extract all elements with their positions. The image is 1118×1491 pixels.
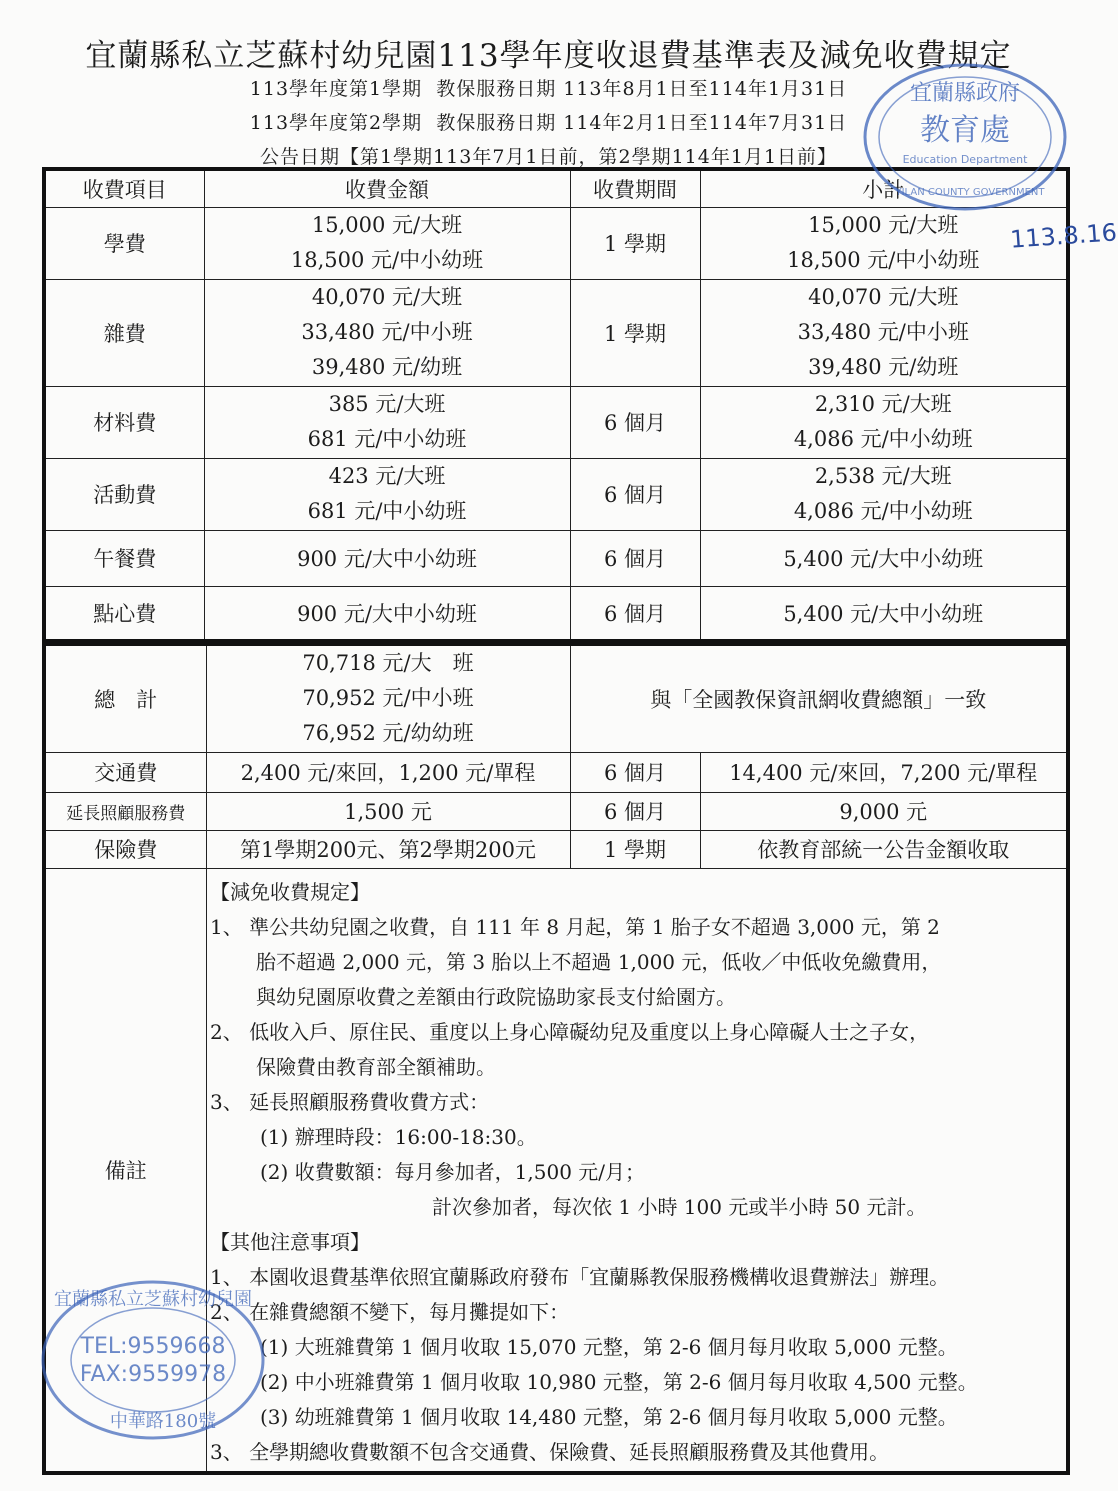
stamp-school-fax: FAX:9559978 [79,1362,227,1387]
remark-line: 【其他注意事項】 [210,1230,370,1254]
row-amount [204,386,570,458]
row-period: 6 個月 [570,530,700,586]
total-row [44,644,1068,752]
row-amount: 900 元/大中小幼班 [204,530,570,586]
insurance-row [44,830,1068,868]
row-amount: 1,500 元 [206,792,570,830]
remark-line: (2) 收費數額：每月參加者，1,500 元/月； [260,1160,646,1184]
row-item: 保險費 [44,830,206,868]
header-item: 收費項目 [44,169,204,207]
fee-row-misc [44,279,1068,386]
header-subtotal: 小計 [700,169,1068,207]
subtotal-line: 2,310 元/大班 [814,392,952,416]
document-title: 宜蘭縣私立芝蘇村幼兒園113學年度收退費基準表及減免收費規定 [85,38,1012,74]
remark-line: 3、 全學期總收費數額不包含交通費、保險費、延長照顧服務費及其他費用。 [210,1440,890,1464]
remark-line: (1) 辦理時段：16:00-18:30。 [260,1125,537,1149]
fee-table-header [44,169,1068,207]
row-period: 6 個月 [570,386,700,458]
row-period: 6 個月 [570,752,700,792]
remark-line: 2、 在雜費總額不變下，每月攤提如下： [210,1300,570,1324]
stamp-gov-en1: Education Department [902,153,1028,166]
transport-row [44,752,1068,792]
stamp-school-tel: TEL:9559668 [80,1334,226,1359]
total-line: 70,952 元/中小班 [302,686,474,711]
stamp-school-addr: 中華路180號 [109,1411,217,1432]
fee-row-lunch [44,530,1068,586]
subtotal-line: 40,070 元/大班 [808,285,959,309]
row-item: 活動費 [44,458,204,530]
row-subtotal: 14,400 元/來回，7,200 元/單程 [700,752,1068,792]
amount-line: 39,480 元/幼班 [311,355,463,379]
row-period: 6 個月 [570,586,700,641]
remark-line: 【減免收費規定】 [210,880,370,904]
row-item: 雜費 [44,279,204,386]
row-amount [204,458,570,530]
row-period: 6 個月 [570,792,700,830]
total-line: 76,952 元/幼幼班 [302,721,474,746]
subtotal-line: 4,086 元/中小幼班 [793,499,973,523]
stamp-gov-middle: 教育處 [920,113,1010,148]
fee-row-activities [44,458,1068,530]
subtotal-line: 18,500 元/中小幼班 [787,248,980,272]
row-item: 點心費 [44,586,204,641]
amount-line: 40,070 元/大班 [311,285,463,309]
header-amount: 收費金額 [204,169,570,207]
remark-line: (1) 大班雜費第 1 個月收取 15,070 元整，第 2-6 個月每月收取 5,000 元整。 [260,1335,958,1359]
row-amount [204,279,570,386]
amount-line: 385 元/大班 [328,392,446,416]
extended-care-row [44,792,1068,830]
total-label: 總 計 [44,644,206,752]
remark-line: 胎不超過 2,000 元，第 3 胎以上不超過 1,000 元，低收／中低收免繳費用， [256,950,942,974]
row-period: 6 個月 [570,458,700,530]
fee-row-tuition [44,207,1068,279]
semester-1-dates: 113學年度第1學期 教保服務日期 113年8月1日至114年1月31日 [249,78,848,100]
amount-line: 681 元/中小幼班 [307,427,467,451]
fee-row-snack [44,586,1068,641]
amount-line: 18,500 元/中小幼班 [290,248,484,272]
amount-line: 681 元/中小幼班 [307,499,467,523]
row-period: 1 學期 [570,207,700,279]
row-amount [204,207,570,279]
header-period: 收費期間 [570,169,700,207]
total-note: 與「全國教保資訊網收費總額」一致 [570,644,1068,752]
amount-line: 423 元/大班 [328,464,446,488]
announcement-date: 公告日期【第1學期113年7月1日前，第2學期114年1月1日前】 [259,146,838,168]
subtotal-line: 15,000 元/大班 [808,213,959,237]
subtotal-line: 4,086 元/中小幼班 [793,427,973,451]
remark-line: 保險費由教育部全額補助。 [256,1055,496,1079]
row-subtotal: 依教育部統一公告金額收取 [700,830,1068,868]
remark-line: 2、 低收入戶、原住民、重度以上身心障礙幼兒及重度以上身心障礙人士之子女， [210,1020,930,1044]
row-subtotal [700,458,1068,530]
semester-2-dates: 113學年度第2學期 教保服務日期 114年2月1日至114年7月31日 [249,112,848,134]
remark-line: (3) 幼班雜費第 1 個月收取 14,480 元整，第 2-6 個月每月收取 5,000 元整。 [260,1405,958,1429]
handwritten-date: 113.8.16 [1009,218,1118,254]
row-subtotal [700,279,1068,386]
amount-line: 33,480 元/中小班 [301,320,473,344]
remark-line: (2) 中小班雜費第 1 個月收取 10,980 元整，第 2-6 個月每月收取 4,500 元整。 [260,1370,978,1394]
subtotal-line: 2,538 元/大班 [814,464,952,488]
remark-line: 與幼兒園原收費之差額由行政院協助家長支付給園方。 [256,985,736,1009]
row-subtotal: 5,400 元/大中小幼班 [700,530,1068,586]
row-amount: 900 元/大中小幼班 [204,586,570,641]
subtotal-line: 39,480 元/幼班 [808,355,959,379]
remark-line: 3、 延長照顧服務費收費方式： [210,1090,490,1114]
stamp-school-ring: 宜蘭縣私立芝蘇村幼兒園 [54,1289,252,1310]
stamp-gov-en2: YILAN COUNTY GOVERNMENT [895,187,1045,198]
remark-line: 1、 本園收退費基準依照宜蘭縣政府發布「宜蘭縣教保服務機構收退費辦法」辦理。 [210,1265,950,1289]
row-subtotal: 9,000 元 [700,792,1068,830]
remark-line: 計次參加者，每次依 1 小時 100 元或半小時 50 元計。 [432,1195,927,1219]
remarks-label: 備註 [44,868,206,1473]
row-item: 學費 [44,207,204,279]
row-subtotal: 5,400 元/大中小幼班 [700,586,1068,641]
row-item: 材料費 [44,386,204,458]
row-item: 交通費 [44,752,206,792]
fee-table [42,167,1070,643]
amount-line: 15,000 元/大班 [311,213,463,237]
total-line: 70,718 元/大 班 [302,651,474,676]
stamp-gov-top: 宜蘭縣政府 [909,81,1021,106]
row-item: 午餐費 [44,530,204,586]
remark-line: 1、 準公共幼兒園之收費，自 111 年 8 月起，第 1 胎子女不超過 3,000 元，第 2 [210,915,940,939]
row-amount: 2,400 元/來回，1,200 元/單程 [206,752,570,792]
total-amount [206,644,570,752]
subtotal-line: 33,480 元/中小班 [797,320,969,344]
fee-row-materials [44,386,1068,458]
row-item: 延長照顧服務費 [44,792,206,830]
row-amount: 第1學期200元、第2學期200元 [206,830,570,868]
row-period: 1 學期 [570,830,700,868]
remarks-content [210,875,1070,1470]
row-subtotal [700,386,1068,458]
row-period: 1 學期 [570,279,700,386]
